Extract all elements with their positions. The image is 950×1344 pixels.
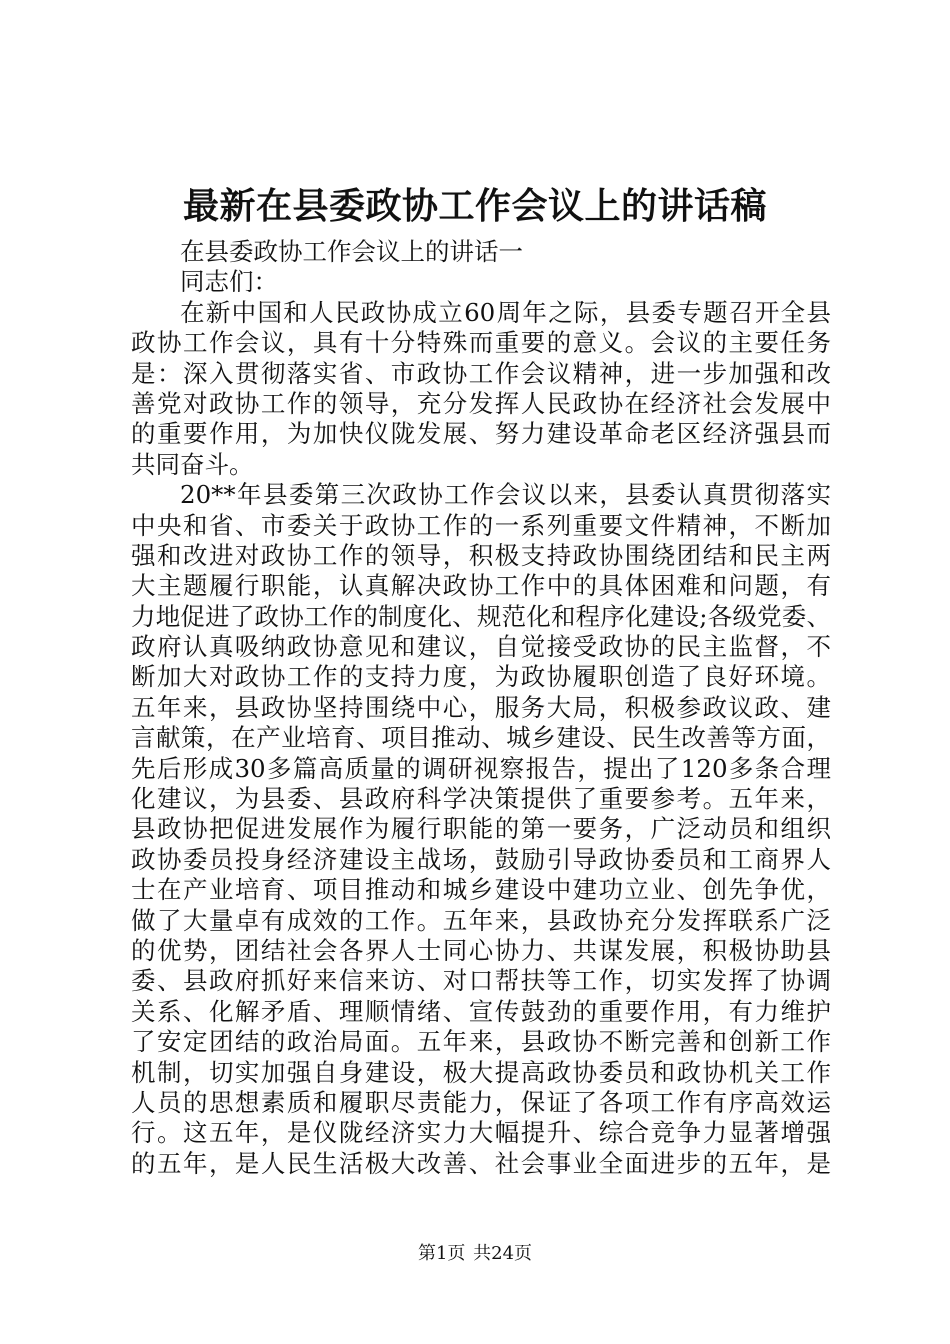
text-line: 委、县政府抓好来信来访、对口帮扶等工作，切实发挥了协调 [131,966,831,996]
text-line: 善党对政协工作的领导，充分发挥人民政协在经济社会发展中 [131,388,831,418]
text-line: 的五年，是人民生活极大改善、社会事业全面进步的五年，是 [131,1148,831,1178]
text-line: 强和改进对政协工作的领导，积极支持政协围绕团结和民主两 [131,540,831,570]
text-line: 先后形成30多篇高质量的调研视察报告，提出了120多条合理 [131,753,831,783]
text-line: 政府认真吸纳政协意见和建议，自觉接受政协的民主监督，不 [131,632,831,662]
text-line: 是：深入贯彻落实省、市政协工作会议精神，进一步加强和改 [131,358,831,388]
text-line: 同志们： [180,267,278,297]
text-line: 县政协把促进发展作为履行职能的第一要务，广泛动员和组织 [131,814,831,844]
page-footer [0,1241,950,1267]
text-line: 的重要作用，为加快仪陇发展、努力建设革命老区经济强县而 [131,419,831,449]
text-line: 人员的思想素质和履职尽责能力，保证了各项工作有序高效运 [131,1087,831,1117]
text-line: 断加大对政协工作的支持力度，为政协履职创造了良好环境。 [131,662,831,692]
document-body [131,237,831,1179]
text-line: 化建议，为县委、县政府科学决策提供了重要参考。五年来， [131,784,831,814]
text-line: 行。这五年，是仪陇经济实力大幅提升、综合竞争力显著增强 [131,1118,831,1148]
text-line: 中央和省、市委关于政协工作的一系列重要文件精神，不断加 [131,510,831,540]
text-line: 机制，切实加强自身建设，极大提高政协委员和政协机关工作 [131,1057,831,1087]
text-line: 力地促进了政协工作的制度化、规范化和程序化建设;各级党委、 [131,601,831,631]
text-line: 政协委员投身经济建设主战场，鼓励引导政协委员和工商界人 [131,844,831,874]
text-line: 做了大量卓有成效的工作。五年来，县政协充分发挥联系广泛 [131,905,831,935]
document-title: 最新在县委政协工作会议上的讲话稿 [182,185,767,227]
text-line: 在县委政协工作会议上的讲话一 [180,237,523,266]
text-line: 20**年县委第三次政协工作会议以来，县委认真贯彻落实 [180,480,831,510]
page-total: 共24页 [473,1243,533,1264]
text-line: 政协工作会议，具有十分特殊而重要的意义。会议的主要任务 [131,328,831,358]
text-line: 了安定团结的政治局面。五年来，县政协不断完善和创新工作 [131,1027,831,1057]
text-line: 的优势，团结社会各界人士同心协力、共谋发展，积极协助县 [131,935,831,965]
page-number: 第1页 [417,1243,466,1264]
text-line: 五年来，县政协坚持围绕中心，服务大局，积极参政议政、建 [131,692,831,722]
text-line: 言献策，在产业培育、项目推动、城乡建设、民生改善等方面， [131,723,831,753]
text-line: 共同奋斗。 [131,449,254,479]
text-line: 士在产业培育、项目推动和城乡建设中建功立业、创先争优， [131,875,831,905]
text-line: 大主题履行职能，认真解决政协工作中的具体困难和问题，有 [131,571,831,601]
text-line: 在新中国和人民政协成立60周年之际，县委专题召开全县 [180,297,831,327]
text-line: 关系、化解矛盾、理顺情绪、宣传鼓劲的重要作用，有力维护 [131,996,831,1026]
